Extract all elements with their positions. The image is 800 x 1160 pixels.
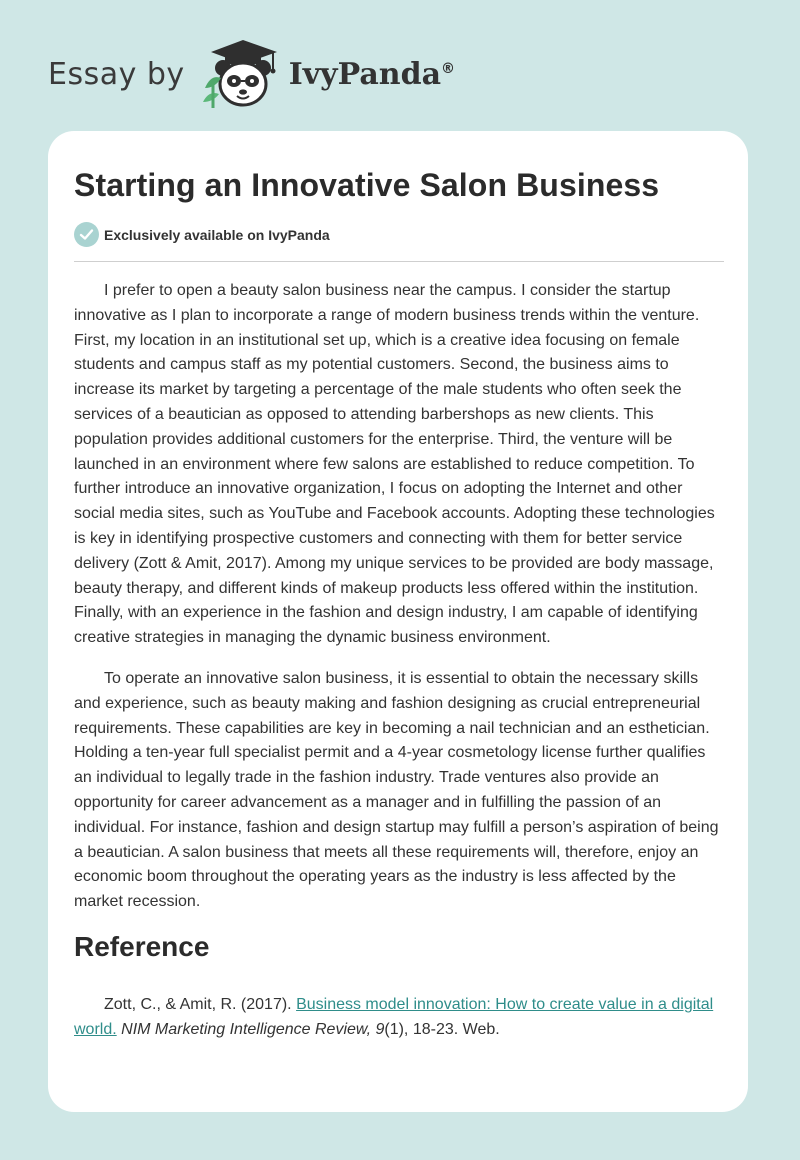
exclusive-badge xyxy=(74,222,330,247)
page-title: Starting an Innovative Salon Business xyxy=(74,167,660,203)
essay-body xyxy=(74,279,726,1043)
check-icon xyxy=(74,222,99,247)
brand-header[interactable] xyxy=(48,38,455,110)
divider xyxy=(74,261,724,262)
panda-logo-icon xyxy=(199,38,283,110)
brand-name: IvyPanda® xyxy=(288,56,456,92)
exclusive-label: Exclusively available on IvyPanda xyxy=(104,226,330,243)
essay-card xyxy=(48,131,748,1112)
reference-details: (1), 18-23. Web. xyxy=(384,1020,500,1038)
paragraph: I prefer to open a beauty salon business near the campus. I consider the startup innovative as I plan to incorporate a range of modern business trends within the venture. First, my location in an institutional set up, which is a creative idea focusing on female students and campus staff as my potential customers. Second, the business aims to increase its market by targeting a percentage of the male students who often seek the services of a beautician as opposed to attending barbershops as new clients. This population provides additional customers for the enterprise. Third, the venture will be launched in an environment where few salons are established to reduce competition. To further introduce an innovative organization, I focus on adopting the Internet and other social media sites, such as YouTube and Facebook accounts. Adopting these technologies is key in identifying prospective customers and connecting with them for better service delivery (Zott & Amit, 2017). Among my unique services to be provided are body massage, beauty therapy, and different kinds of makeup products less offered within the institution. Finally, with an experience in the fashion and design industry, I am capable of identifying creative strategies in managing the dynamic business environment. xyxy=(74,282,715,647)
reference-authors: Zott, C., & Amit, R. (2017). xyxy=(104,995,297,1013)
reference-link[interactable]: Business model innovation: How to create value in a digital world. xyxy=(74,995,714,1038)
brand-prefix: Essay by xyxy=(48,56,185,92)
paragraph: To operate an innovative salon business, it is essential to obtain the necessary skills and experience, such as beauty making and fashion designing as crucial entrepreneurial requirements. These capabilities are key in becoming a nail technician and an esthetician. Holding a ten-year full specialist permit and a 4-year cosmetology license further qualifies an individual to legally trade in the fashion industry. Trade ventures also provide an opportunity for career advancement as a manager and in fulfilling the passion of an individual. For instance, fashion and design startup may fulfill a person’s aspiration of being a beautician. A salon business that meets all these requirements will, therefore, enjoy an economic boom throughout the operating years as the industry is less affected by the market recession. xyxy=(74,669,719,911)
reference-heading: Reference xyxy=(74,930,210,962)
reference-journal: NIM Marketing Intelligence Review, 9 xyxy=(121,1020,385,1038)
reference-entry xyxy=(74,993,726,1043)
